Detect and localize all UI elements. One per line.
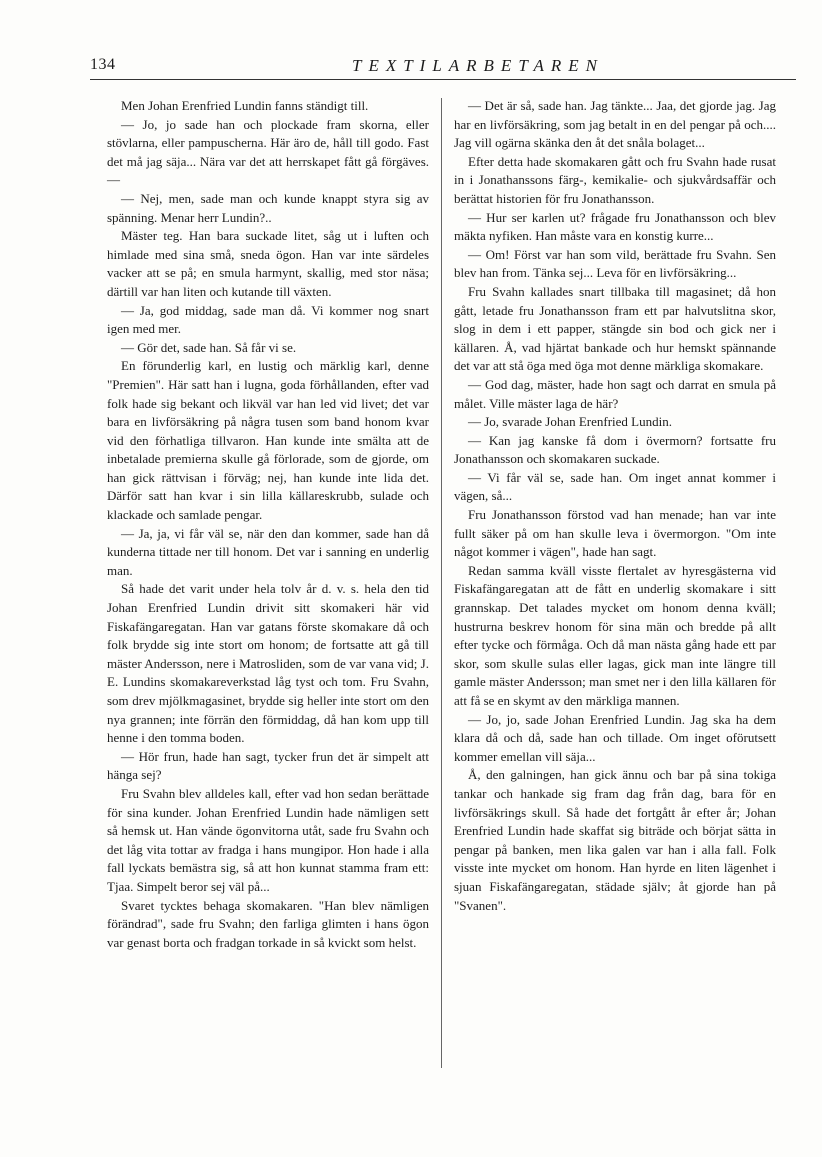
journal-title: TEXTILARBETAREN (351, 56, 604, 75)
paragraph: Så hade det varit under hela tolv år d. v. s. hela den tid Johan Erenfried Lundin drivit sitt skomakeri här vid Fiskafängaregatan. Han var gatans förste skomakare då och folk brydde sig inte stort om honom; de fortsatte att gå till mäster Andersson, nere i Matrosliden, som de var vana vid; J. E. Lundins skomakareverkstad låg tyst och tom. Fru Svahn, som drev mjölkmagasinet, brydde sig heller inte stort om den nya grannen; inte förrän den förmiddag, då han kom upp till henne i den tomma boden. (107, 581, 429, 746)
page-header (90, 56, 796, 78)
paragraph: — Vi får väl se, sade han. Om inget annat kommer i vägen, så... (454, 469, 776, 504)
paragraph: En förunderlig karl, en lustig och märklig karl, denne "Premien". Här satt han i lugna, goda förhållanden, efter vad folk hade sig bekant och likväl var han led vid livet; det var bara en livförsäkring på några tusen som band honom kvar vid den förhatliga tillvaron. Han kunde inte smälta att de inbetalade premierna skulle gå förlorade, som de gjorde, om han gick rättvisan i förväg; nej, han kunde inte lida det. Därför satt han kvar i sin lilla källareskrubb, sulade och klackade och samlade pengar. (107, 358, 429, 523)
paragraph: — Ja, ja, vi får väl se, när den dan kommer, sade han då kunderna tittade ner till honom. Det var i sanning en underlig man. (107, 525, 429, 578)
paragraph: — Det är så, sade han. Jag tänkte... Jaa, det gjorde jag. Jag har en livförsäkring, som jag betalt in en del pengar på och.... Jag vill ogärna skänka den åt det snåla bolaget... (454, 98, 776, 151)
paragraph: Fru Svahn kallades snart tillbaka till magasinet; då hon gått, letade fru Jonathansson fram ett par halvutslitna skor, slog in dem i ett papper, stängde sin bod och gick ner i källaren. Å, vad hjärtat bankade och hur hemskt spännande det var att stå öga med öga mot denne märkliga skomakare. (454, 283, 776, 374)
paragraph: — Kan jag kanske få dom i övermorn? fortsatte fru Jonathansson och skomakaren suckade. (454, 432, 776, 467)
header-rule (90, 79, 796, 80)
paragraph: Å, den galningen, han gick ännu och bar på sina tokiga tankar och hankade sig fram dag från dag, bara för en livförsäkrings skull. Så hade det fortgått år efter år; Johan Erenfried Lundin hade skaffat sig biträde och börjat sätta in pengar på banken, men lika galen var han i alla fall. Folk visste inte mycket om honom. Han hyrde en liten lägenhet i sjuan Fiskafängaregatan, städade själv; åt gjorde han på "Svanen". (454, 767, 776, 913)
paragraph: Men Johan Erenfried Lundin fanns ständigt till. (121, 98, 369, 113)
column-divider (441, 98, 442, 1068)
paragraph: Fru Jonathansson förstod vad han menade; han var inte fullt säker på om han skulle leva i övermorgon. "Om inte något kommer i vägen", hade han sagt. (454, 507, 776, 560)
paragraph: — Om! Först var han som vild, berättade fru Svahn. Sen blev han from. Tänka sej... Leva för en livförsäkring... (454, 246, 776, 281)
paragraph: — Hur ser karlen ut? frågade fru Jonathansson och blev mäkta nyfiken. Han måste vara en konstig kurre... (454, 209, 776, 244)
paragraph: — Ja, god middag, sade man då. Vi kommer nog snart igen med mer. (107, 302, 429, 337)
paragraph: Efter detta hade skomakaren gått och fru Svahn hade rusat in i Jonathanssons färg-, kemikalie- och sjukvårdsaffär och berättat historien för fru Jonathansson. (454, 153, 776, 206)
paragraph: — Gör det, sade han. Så får vi se. (121, 339, 297, 355)
paragraph: — Nej, men, sade man och kunde knappt styra sig av spänning. Menar herr Lundin?.. (107, 190, 429, 225)
paragraph: Fru Svahn blev alldeles kall, efter vad hon sedan berättade för sina kunder. Johan Erenfried Lundin hade nämligen sett så hemsk ut. Han vände ögonvitorna utåt, sade fru Svahn och det låg vita tottar av fradga i hans mungipor. Hon hade i alla fall lyckats bemästra sig, så att hon kunnat stamma fram ett: Tjaa. Simpelt beror sej väl på... (107, 785, 429, 894)
page-number: 134 (90, 56, 116, 73)
paragraph: — Jo, jo, sade Johan Erenfried Lundin. Jag ska ha dem klara då och då, sade han och tillade. Om inget oförutsett kommer emellan vill säja... (454, 711, 776, 764)
paragraph: — God dag, mäster, hade hon sagt och darrat en smula på målet. Ville mäster laga de här? (454, 376, 776, 411)
paragraph: — Jo, jo sade han och plockade fram skorna, eller stövlarna, eller pampuscherna. Här äro de, håll till godo. Fast det må jag säja... Nära var det att herrskapet fått gå förgäves. — (107, 116, 429, 188)
paragraph: — Jo, svarade Johan Erenfried Lundin. (468, 414, 672, 430)
paragraph: Redan samma kväll visste flertalet av hyresgästerna vid Fiskafängaregatan att de fått en underlig skomakare i sitt grannskap. Det talades mycket om honom denna kväll; hustrurna beskrev honom för sina män och bredde på allt efter tycke och förmåga. Och då man nästa gång hade ett par skor, som skulle sulas eller lagas, gick man inte längre till gamle mäster Andersson; man smet ner i den lilla källaren för att få se en skymt av den märkliga mannen. (454, 562, 776, 708)
paragraph: Mäster teg. Han bara suckade litet, såg ut i luften och himlade med sina små, sneda ögon. Han var inte särdeles vacker att se på; en smula harmynt, skallig, med stor näsa; därtill var han liten och kutande till växten. (107, 228, 429, 299)
paragraph: — Hör frun, hade han sagt, tycker frun det är simpelt att hänga sej? (107, 748, 429, 783)
left-column (107, 97, 429, 952)
right-column (454, 97, 776, 915)
paragraph: Svaret tycktes behaga skomakaren. "Han blev nämligen förändrad", sade fru Svahn; den farliga glimten i hans ögon var genast borta och fradgan torkade in så kvickt som helst. (107, 897, 429, 950)
